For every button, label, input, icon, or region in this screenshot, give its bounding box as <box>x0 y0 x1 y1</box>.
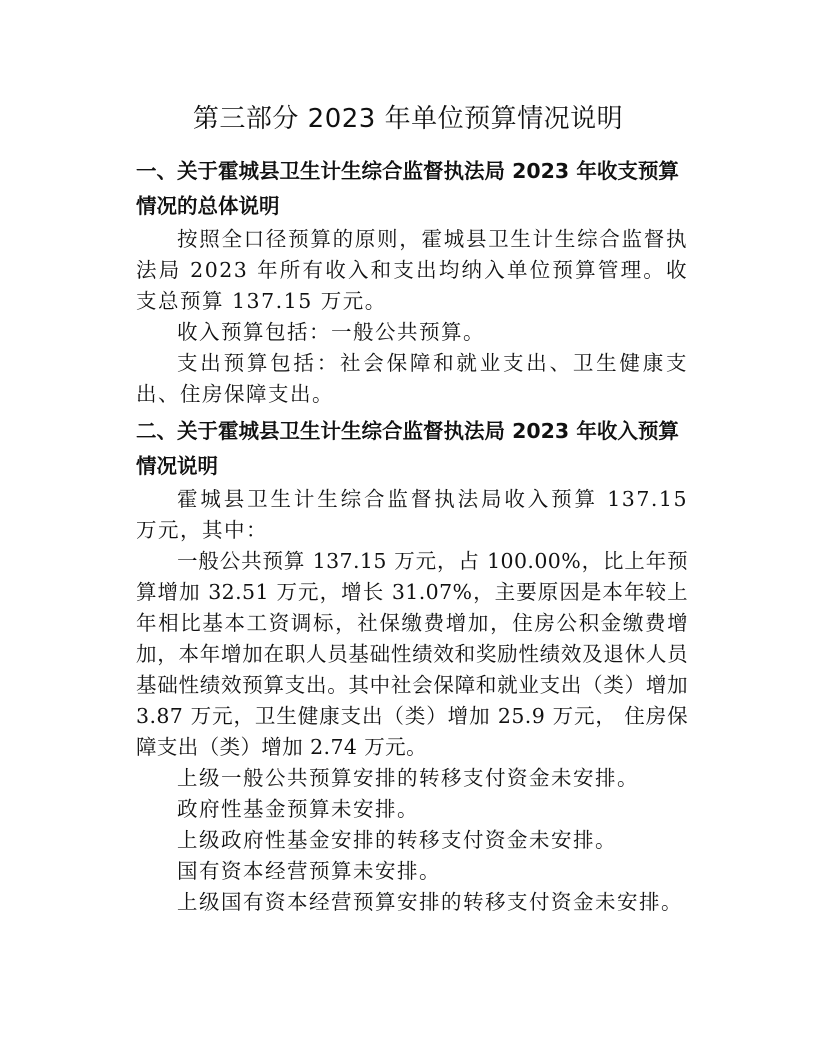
section-overview <box>136 150 688 410</box>
paragraph: 支出预算包括：社会保障和就业支出、卫生健康支出、住房保障支出。 <box>136 351 688 406</box>
paragraph: 上级政府性基金安排的转移支付资金未安排。 <box>177 828 617 852</box>
paragraph: 政府性基金预算未安排。 <box>177 797 419 821</box>
page-title: 第三部分 2023 年单位预算情况说明 <box>192 104 624 134</box>
paragraph: 上级一般公共预算安排的转移支付资金未安排。 <box>177 766 639 790</box>
paragraph: 收入预算包括：一般公共预算。 <box>177 320 485 344</box>
section-income <box>136 410 688 918</box>
paragraph: 霍城县卫生计生综合监督执法局收入预算 137.15 万元，其中： <box>136 487 688 542</box>
document-body <box>136 150 688 918</box>
paragraph: 国有资本经营预算未安排。 <box>177 859 441 883</box>
paragraph: 按照全口径预算的原则，霍城县卫生计生综合监督执法局 2023 年所有收入和支出均纳入单位预算管理。收支总预算 137.15 万元。 <box>136 227 688 313</box>
paragraph: 上级国有资本经营预算安排的转移支付资金未安排。 <box>177 890 683 914</box>
section-heading: 一、关于霍城县卫生计生综合监督执法局 2023 年收支预算情况的总体说明 <box>136 159 679 218</box>
paragraph: 一般公共预算 137.15 万元，占 100.00%，比上年预算增加 32.51 万元，增长 31.07%，主要原因是本年较上年相比基本工资调标，社保缴费增加，住房公积金缴费增加，本年增加在职人员基础性绩效和奖励性绩效及退休人员基础性绩效预算支出。其中社会保障和就业支出（类）增加 3.87 万元，卫生健康支出（类）增加 25.9 万元， 住房保障支出（类）增加 2.74 万元。 <box>136 549 688 759</box>
section-heading: 二、关于霍城县卫生计生综合监督执法局 2023 年收入预算情况说明 <box>136 419 679 478</box>
